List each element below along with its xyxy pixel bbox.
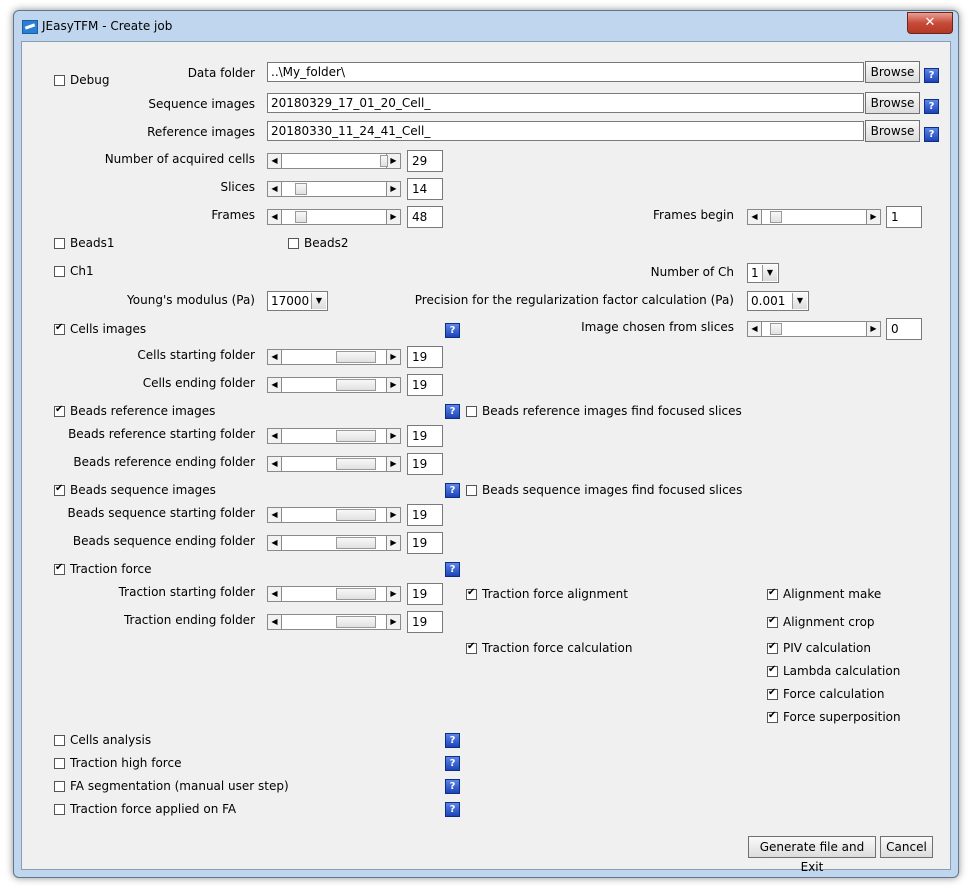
traction-alignment-label[interactable]: Traction force alignment [482,587,628,601]
beads-ref-focus-checkbox[interactable] [466,406,477,417]
close-button[interactable]: ✕ [907,12,953,34]
sequence-images-browse-button[interactable]: Browse [865,92,920,114]
piv-calc-checkbox[interactable] [767,643,778,654]
traction-force-help-icon[interactable]: ? [445,562,460,577]
scroll-right-icon[interactable]: ▶ [386,154,400,168]
traction-fa-checkbox[interactable] [54,804,65,815]
cells-analysis-checkbox[interactable] [54,735,65,746]
beads-seq-focus-checkbox[interactable] [466,485,477,496]
lambda-calc-label[interactable]: Lambda calculation [783,664,901,678]
beads1-checkbox[interactable] [54,238,65,249]
scroll-right-icon[interactable]: ▶ [386,508,400,522]
slider-thumb[interactable] [336,430,376,442]
fa-segmentation-label[interactable]: FA segmentation (manual user step) [70,779,289,793]
traction-end-label: Traction ending folder [123,613,255,627]
frames-begin-slider[interactable] [747,209,881,225]
traction-alignment-checkbox[interactable] [466,589,477,600]
traction-high-checkbox[interactable] [54,758,65,769]
traction-calculation-checkbox[interactable] [466,643,477,654]
scroll-right-icon[interactable]: ▶ [386,210,400,224]
acquired-cells-slider[interactable] [267,153,401,169]
cells-start-slider[interactable] [267,349,401,365]
acquired-cells-label: Number of acquired cells [104,152,255,166]
beads-ref-end-label: Beads reference ending folder [73,455,255,469]
traction-force-checkbox[interactable] [54,564,65,575]
beads1-label[interactable]: Beads1 [70,236,115,250]
fa-segmentation-help-icon[interactable]: ? [445,779,460,794]
debug-label[interactable]: Debug [70,73,110,87]
cells-analysis-label[interactable]: Cells analysis [70,733,152,747]
beads-seq-focus-label[interactable]: Beads sequence images find focused slices [482,483,743,497]
slider-thumb[interactable] [380,155,388,167]
traction-high-label[interactable]: Traction high force [70,756,182,770]
slider-thumb[interactable] [295,183,307,195]
traction-force-label[interactable]: Traction force [70,562,152,576]
frames-label: Frames [211,208,255,222]
scroll-right-icon[interactable]: ▶ [386,350,400,364]
traction-force-fa-help-icon[interactable]: ? [445,802,460,817]
ch1-checkbox[interactable] [54,266,65,277]
beads-ref-checkbox[interactable] [54,406,65,417]
scroll-left-icon[interactable]: ◀ [268,615,282,629]
scroll-right-icon[interactable]: ▶ [386,378,400,392]
scroll-left-icon[interactable]: ◀ [268,587,282,601]
beads-seq-end-label: Beads sequence ending folder [72,534,255,548]
data-folder-browse-button[interactable]: Browse [865,61,920,83]
traction-end-slider[interactable] [267,614,401,630]
scroll-right-icon[interactable]: ▶ [386,587,400,601]
slices-slider[interactable] [267,181,401,197]
chevron-down-icon[interactable]: ▼ [792,293,807,309]
number-of-ch-label: Number of Ch [650,265,734,279]
create-job-window [13,10,959,878]
reference-images-help-icon[interactable]: ? [924,127,939,142]
ch1-label[interactable]: Ch1 [70,264,94,278]
lambda-calc-checkbox[interactable] [767,666,778,677]
traction-calculation-label[interactable]: Traction force calculation [482,641,633,655]
beads-seq-label[interactable]: Beads sequence images [70,483,216,497]
cells-start-value[interactable]: 19 [407,346,443,368]
alignment-crop-label[interactable]: Alignment crop [783,615,875,629]
slider-thumb[interactable] [770,211,782,223]
generate-file-and-exit-button[interactable]: Generate file and Exit [748,836,876,858]
number-of-ch-value: 1 [751,266,759,280]
app-icon [22,20,38,34]
traction-start-label: Traction starting folder [118,585,255,599]
slider-thumb[interactable] [336,351,376,363]
slider-thumb[interactable] [295,211,307,223]
beads-seq-start-label: Beads sequence starting folder [67,506,255,520]
scroll-left-icon[interactable]: ◀ [268,154,282,168]
scroll-left-icon[interactable]: ◀ [268,210,282,224]
scroll-left-icon[interactable]: ◀ [268,350,282,364]
beads-sequence-help-icon[interactable]: ? [445,483,460,498]
slices-label: Slices [220,180,255,194]
beads-ref-start-value[interactable]: 19 [407,425,443,447]
sequence-images-label: Sequence images [148,97,255,111]
reference-images-label: Reference images [147,125,255,139]
scroll-right-icon[interactable]: ▶ [386,536,400,550]
slices-value[interactable]: 14 [407,178,443,200]
scroll-right-icon[interactable]: ▶ [386,457,400,471]
beads-ref-start-slider[interactable] [267,428,401,444]
slider-thumb[interactable] [336,509,376,521]
data-folder-label: Data folder [187,66,255,80]
cells-analysis-help-icon[interactable]: ? [445,733,460,748]
slider-thumb[interactable] [336,588,376,600]
scroll-left-icon[interactable]: ◀ [268,536,282,550]
beads-ref-focus-label[interactable]: Beads reference images find focused slices [482,404,742,418]
beads-seq-start-value[interactable]: 19 [407,504,443,526]
image-chosen-value[interactable]: 0 [886,318,922,340]
sequence-images-help-icon[interactable]: ? [924,99,939,114]
beads-ref-start-label: Beads reference starting folder [68,427,255,441]
chevron-down-icon[interactable]: ▼ [311,293,326,309]
beads-ref-end-slider[interactable] [267,456,401,472]
slider-thumb[interactable] [336,537,376,549]
scroll-right-icon[interactable]: ▶ [386,182,400,196]
acquired-cells-value[interactable]: 29 [407,150,443,172]
precision-label: Precision for the regularization factor calculation (Pa) [414,293,734,307]
force-superposition-checkbox[interactable] [767,712,778,723]
cells-end-label: Cells ending folder [142,376,255,390]
cells-end-slider[interactable] [267,377,401,393]
precision-select[interactable] [747,291,809,311]
reference-images-browse-button[interactable]: Browse [865,120,920,142]
beads-seq-checkbox[interactable] [54,485,65,496]
reference-images-input[interactable]: 20180330_11_24_41_Cell_ [267,121,864,141]
traction-fa-label[interactable]: Traction force applied on FA [70,802,237,816]
dialog-body [21,41,951,874]
cells-images-help-icon[interactable]: ? [445,323,460,338]
youngs-modulus-value: 17000 [271,294,310,308]
data-folder-help-icon[interactable]: ? [924,68,939,83]
force-calc-checkbox[interactable] [767,689,778,700]
frames-value[interactable]: 48 [407,206,443,228]
beads-seq-end-slider[interactable] [267,535,401,551]
beads-seq-start-slider[interactable] [267,507,401,523]
beads2-checkbox[interactable] [288,238,299,249]
cancel-button[interactable]: Cancel [880,836,933,858]
number-of-ch-select[interactable] [747,263,779,283]
traction-high-force-help-icon[interactable]: ? [445,756,460,771]
scroll-left-icon[interactable]: ◀ [268,378,282,392]
frames-begin-label: Frames begin [652,208,734,222]
scroll-left-icon[interactable]: ◀ [748,210,762,224]
traction-start-value[interactable]: 19 [407,583,443,605]
cells-images-checkbox[interactable] [54,324,65,335]
slider-thumb[interactable] [770,323,782,335]
alignment-crop-checkbox[interactable] [767,617,778,628]
scroll-left-icon[interactable]: ◀ [268,508,282,522]
scroll-right-icon[interactable]: ▶ [386,429,400,443]
frames-begin-value[interactable]: 1 [886,206,922,228]
scroll-left-icon[interactable]: ◀ [748,322,762,336]
scroll-left-icon[interactable]: ◀ [268,429,282,443]
slider-thumb[interactable] [336,379,376,391]
youngs-modulus-select[interactable] [267,291,328,311]
beads2-label[interactable]: Beads2 [304,236,349,250]
piv-calc-label[interactable]: PIV calculation [783,641,871,655]
alignment-make-label[interactable]: Alignment make [783,587,882,601]
cells-start-label: Cells starting folder [137,348,255,362]
image-chosen-slider[interactable] [747,321,881,337]
force-calc-label[interactable]: Force calculation [783,687,885,701]
traction-end-value[interactable]: 19 [407,611,443,633]
cells-end-value[interactable]: 19 [407,374,443,396]
scroll-left-icon[interactable]: ◀ [268,457,282,471]
cells-images-label[interactable]: Cells images [70,322,147,336]
chevron-down-icon[interactable]: ▼ [762,265,777,281]
alignment-make-checkbox[interactable] [767,589,778,600]
traction-start-slider[interactable] [267,586,401,602]
beads-ref-label[interactable]: Beads reference images [70,404,216,418]
sequence-images-input[interactable]: 20180329_17_01_20_Cell_ [267,93,864,113]
youngs-modulus-label: Young's modulus (Pa) [127,293,255,307]
image-chosen-label: Image chosen from slices [581,320,734,334]
scroll-right-icon[interactable]: ▶ [386,615,400,629]
slider-thumb[interactable] [336,458,376,470]
scroll-right-icon[interactable]: ▶ [866,322,880,336]
data-folder-input[interactable]: ..\My_folder\ [267,62,864,82]
scroll-right-icon[interactable]: ▶ [866,210,880,224]
force-superposition-label[interactable]: Force superposition [783,710,901,724]
beads-reference-help-icon[interactable]: ? [445,404,460,419]
beads-ref-end-value[interactable]: 19 [407,453,443,475]
window-title: JEasyTFM - Create job [42,19,173,33]
precision-value: 0.001 [751,294,786,308]
beads-seq-end-value[interactable]: 19 [407,532,443,554]
fa-segmentation-checkbox[interactable] [54,781,65,792]
slider-thumb[interactable] [336,616,376,628]
scroll-left-icon[interactable]: ◀ [268,182,282,196]
title-bar[interactable] [14,11,958,41]
